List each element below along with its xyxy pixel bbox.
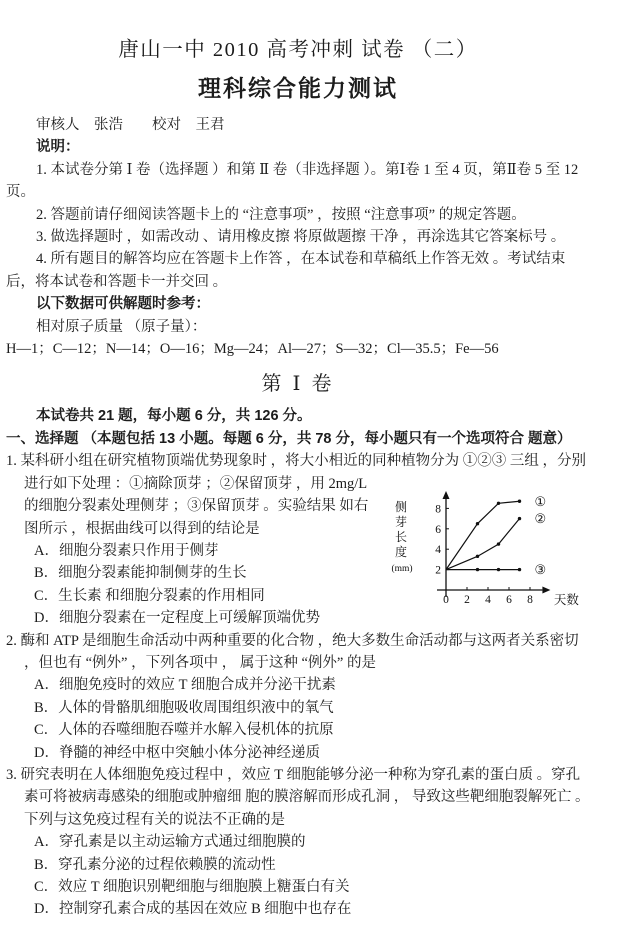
q1-option-c: C．生长素 和细胞分裂素的作用相同 [34, 587, 265, 604]
svg-text:①: ① [534, 494, 547, 510]
question-2 [6, 630, 590, 764]
q1-option-d: D．细胞分裂素在一定程度上可缓解顶端优势 [34, 610, 320, 627]
section-heading: 一、选择题 （本题包括 13 小题。每题 6 分，共 78 分，每小题只有一个选项符合 题意） [6, 430, 572, 447]
svg-text:天数: 天数 [553, 593, 579, 608]
q2-stem: 2. 酶和 ATP 是细胞生命活动中两种重要的化合物 ，绝大多数生命活动都与这两者关系密切 ，但也有 “例外” ，下列各项中 ， 属于这种 “例外” 的是 [6, 632, 579, 671]
question-3 [6, 764, 590, 921]
q3-option-c: C．效应 T 细胞识别靶细胞与细胞膜上糖蛋白有关 [34, 879, 350, 895]
svg-text:8: 8 [527, 594, 533, 607]
q1-stem-part1: 1. 某科研小组在研究植物顶端优势现象时 ，将大小相近的同种植物分为 ①②③ 三组 ，分别进行如下处理 ：①摘除顶芽 ；②保留顶芽 ，用 2mg/L [6, 453, 586, 492]
q1-line-chart [388, 486, 588, 612]
q1-option-b: B．细胞分裂素能抑制侧芽的生长 [34, 565, 247, 582]
notes-heading: 说明： [36, 139, 80, 156]
svg-text:6: 6 [435, 524, 441, 537]
q1-chart-svg [388, 486, 588, 612]
q3-option-d: D．控制穿孔素合成的基因在效应 B 细胞中也存在 [34, 901, 352, 918]
q3-option-b: B．穿孔素分泌的过程依赖膜的流动性 [34, 856, 276, 873]
svg-text:4: 4 [435, 544, 441, 557]
svg-text:2: 2 [435, 564, 441, 577]
svg-text:长: 长 [394, 530, 408, 545]
q2-option-d: D．脊髓的神经中枢中突触小体分泌神经递质 [34, 744, 320, 761]
q2-option-a: A．细胞免疫时的效应 T 细胞合成并分泌干扰素 [34, 677, 336, 694]
svg-text:芽: 芽 [394, 515, 408, 530]
paper-subtitle: 理科综合能力测试 [198, 75, 398, 101]
reviewers-line: 审核人 张浩 校对 王君 [36, 117, 225, 133]
svg-text:8: 8 [435, 503, 441, 516]
q1-stem-part2: 的细胞分裂素处理侧芽 ；③保留顶芽 。实验结果 如右图所示 ，根据曲线可以得到的结论是 [24, 498, 369, 537]
volume-heading: 第 Ⅰ 卷 [261, 373, 335, 396]
svg-text:4: 4 [485, 594, 491, 607]
q2-option-c: C．人体的吞噬细胞吞噬并水解入侵机体的抗原 [34, 722, 334, 739]
paper-title: 唐山一中 2010 高考冲刺 试卷 （二） [118, 39, 478, 61]
note-item-1: 1. 本试卷分第 Ⅰ 卷（选择题 ）和第 Ⅱ 卷（非选择题 ）。第Ⅰ卷 1 至 4 页，第Ⅱ卷 5 至 12 页。 [6, 161, 579, 201]
svg-text:度: 度 [394, 545, 408, 560]
svg-text:6: 6 [506, 594, 512, 607]
svg-text:2: 2 [464, 594, 470, 607]
reference-heading: 以下数据可供解题时参考： [36, 296, 210, 313]
question-1 [6, 450, 590, 629]
q3-option-a: A．穿孔素是以主动运输方式通过细胞膜的 [34, 834, 306, 851]
note-item-4: 4. 所有题目的解答均应在答题卡上作答 ，在本试卷和草稿纸上作答无效 。考试结束 后，将本试卷和答题卡一并交回 。 [6, 251, 566, 290]
svg-text:0: 0 [443, 594, 449, 607]
q1-option-a: A．细胞分裂素只作用于侧芽 [34, 542, 219, 559]
note-item-3: 3. 做选择题时 ，如需改动 、请用橡皮擦 将原做题擦 干净 ，再涂选其它答案标号 。 [36, 229, 566, 246]
reference-subheading: 相对原子质量 （原子量）： [36, 318, 207, 335]
q2-option-b: B．人体的骨骼肌细胞吸收周围组织液中的氧气 [34, 699, 334, 716]
q3-stem: 3. 研究表明在人体细胞免疫过程中 ，效应 T 细胞能够分泌一种称为穿孔素的蛋白质 。穿孔素可将被病毒感染的细胞或肿瘤细 胞的膜溶解而形成孔洞 ， 导致这些靶细胞裂解死亡 。下列与这免疫过程有关的说法不正确的是 [6, 766, 590, 828]
svg-text:②: ② [534, 511, 547, 527]
volume-note: 本试卷共 21 题，每小题 6 分，共 126 分。 [36, 408, 312, 425]
svg-text:③: ③ [534, 562, 547, 578]
svg-text:(mm): (mm) [391, 564, 413, 575]
note-item-2: 2. 答题前请仔细阅读答题卡上的 “注意事项” ，按照 “注意事项” 的规定答题。 [36, 206, 526, 223]
atomic-mass-list: H—1；C—12；N—14；O—16；Mg—24；Al—27；S—32；Cl—35.5；Fe—56 [6, 341, 499, 358]
svg-text:侧: 侧 [394, 500, 408, 515]
